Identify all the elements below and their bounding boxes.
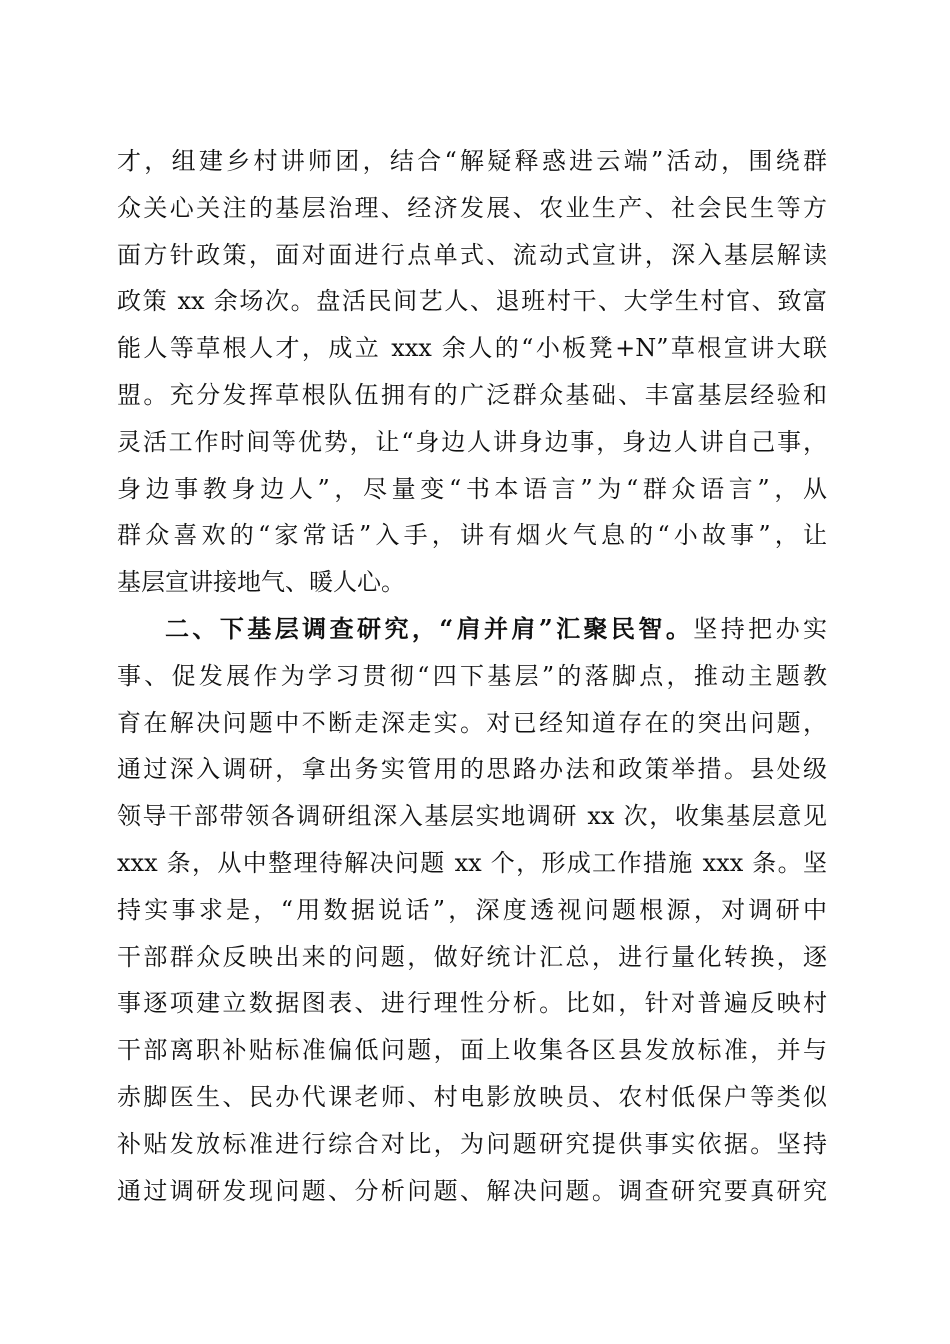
text-line: 干部离职补贴标准偏低问题，面上收集各区县发放标准，并与 (117, 1036, 827, 1065)
paragraph-field-research (117, 606, 827, 1214)
text-line: 才，组建乡村讲师团，结合“解疑释惑进云端”活动，围绕群 (117, 147, 827, 175)
text-line: 通过调研发现问题、分析问题、解决问题。调查研究要真研究 (117, 1176, 827, 1205)
text-line: 赤脚医生、民办代课老师、村电影放映员、农村低保户等类似 (117, 1082, 827, 1111)
text-line: 持实事求是，“用数据说话”，深度透视问题根源，对调研中 (117, 895, 827, 924)
text-line: 政策 xx 余场次。盘活民间艺人、退班村干、大学生村官、致富 (117, 287, 827, 316)
text-line: 育在解决问题中不断走深走实。对已经知道存在的突出问题， (117, 708, 827, 737)
text-line: 补贴发放标准进行综合对比，为问题研究提供事实依据。坚持 (117, 1129, 827, 1158)
paragraph-grassroots-lecture (117, 138, 827, 606)
heading-line-continuation: 坚持把办实 (693, 614, 828, 643)
text-line: 身边事教身边人”，尽量变“书本语言”为“群众语言”，从 (117, 474, 827, 503)
text-line: 事逐项建立数据图表、进行理性分析。比如，针对普遍反映村 (117, 989, 827, 1018)
text-line: 干部群众反映出来的问题，做好统计汇总，进行量化转换，逐 (117, 942, 827, 971)
text-line: xxx 条，从中整理待解决问题 xx 个，形成工作措施 xxx 条。坚 (117, 848, 827, 877)
text-line: 群众喜欢的“家常话”入手，讲有烟火气息的“小故事”，让 (117, 521, 827, 550)
text-line: 能人等草根人才，成立 xxx 余人的“小板凳+N”草根宣讲大联 (117, 334, 827, 363)
text-line: 众关心关注的基层治理、经济发展、农业生产、社会民生等方 (117, 193, 827, 222)
text-line: 盟。充分发挥草根队伍拥有的广泛群众基础、丰富基层经验和 (117, 380, 827, 409)
document-body (117, 138, 827, 1214)
text-line: 领导干部带领各调研组深入基层实地调研 xx 次，收集基层意见 (117, 802, 827, 831)
text-line: 事、促发展作为学习贯彻“四下基层”的落脚点，推动主题教 (117, 661, 827, 690)
text-line: 面方针政策，面对面进行点单式、流动式宣讲，深入基层解读 (117, 240, 827, 269)
text-line: 通过深入调研，拿出务实管用的思路办法和政策举措。县处级 (117, 755, 827, 784)
text-line: 基层宣讲接地气、暖人心。 (117, 568, 405, 597)
section-first-line (117, 606, 827, 653)
text-line: 灵活工作时间等优势，让“身边人讲身边事，身边人讲自己事， (117, 427, 827, 456)
section-heading: 二、下基层调查研究，“肩并肩”汇聚民智。 (165, 613, 694, 643)
